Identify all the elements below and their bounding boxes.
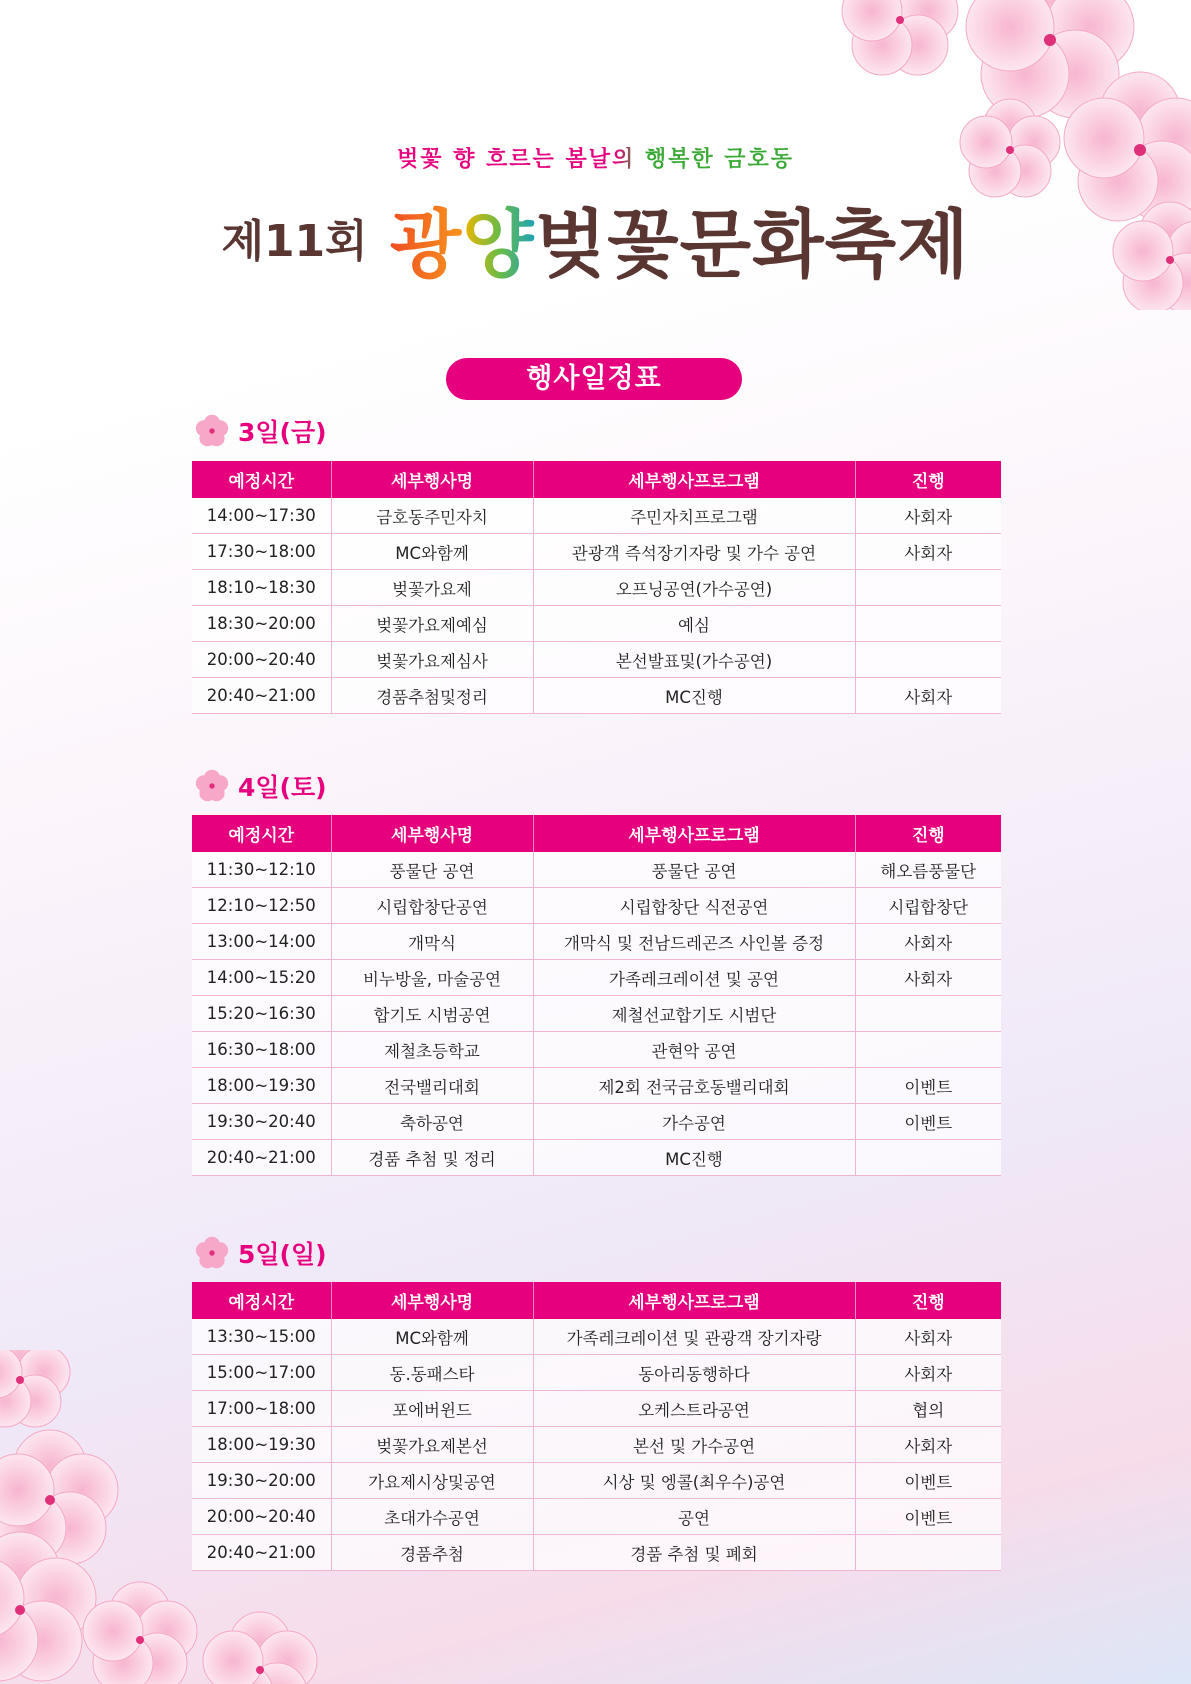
cell-time: 13:30~15:00 (192, 1319, 331, 1355)
cell-program: 개막식 및 전남드레곤즈 사인볼 증정 (533, 924, 855, 960)
cell-host (855, 642, 1001, 678)
cell-host (855, 1140, 1001, 1176)
col-header-event: 세부행사명 (331, 1282, 533, 1319)
table-row (192, 1427, 1001, 1463)
blossom-icon (194, 1235, 230, 1271)
table-row (192, 960, 1001, 996)
schedule-table-day-2 (192, 815, 1001, 1176)
table-row (192, 1032, 1001, 1068)
schedule-table-day-1 (192, 461, 1001, 714)
cell-host: 사회자 (855, 924, 1001, 960)
cell-host: 이벤트 (855, 1463, 1001, 1499)
title-place-char-1: 광 (389, 202, 463, 288)
cell-event-name: 합기도 시범공연 (331, 996, 533, 1032)
blossom-icon (194, 413, 230, 449)
cell-program: 경품 추첨 및 폐회 (533, 1535, 855, 1571)
col-header-program: 세부행사프로그램 (533, 1282, 855, 1319)
table-header-row (192, 1282, 1001, 1319)
cell-host: 사회자 (855, 1355, 1001, 1391)
cell-program: 동아리동행하다 (533, 1355, 855, 1391)
table-header-row (192, 815, 1001, 852)
cell-program: 오케스트라공연 (533, 1391, 855, 1427)
col-header-time: 예정시간 (192, 461, 331, 498)
cell-program: 풍물단 공연 (533, 852, 855, 888)
cell-event-name: MC와함께 (331, 1319, 533, 1355)
cell-host: 사회자 (855, 960, 1001, 996)
cell-time: 18:00~19:30 (192, 1427, 331, 1463)
cell-program: 공연 (533, 1499, 855, 1535)
schedule-table-day-3 (192, 1282, 1001, 1571)
cell-program: 제2회 전국금호동밸리대회 (533, 1068, 855, 1104)
table-row (192, 996, 1001, 1032)
table-row (192, 678, 1001, 714)
cell-host: 해오름풍물단 (855, 852, 1001, 888)
edition-label: 제11회 (221, 216, 368, 267)
cell-time: 20:00~20:40 (192, 642, 331, 678)
table-row (192, 534, 1001, 570)
cell-event-name: 시립합창단공연 (331, 888, 533, 924)
cell-time: 13:00~14:00 (192, 924, 331, 960)
cell-host: 시립합창단 (855, 888, 1001, 924)
col-header-host: 진행 (855, 1282, 1001, 1319)
cell-host (855, 996, 1001, 1032)
col-header-host: 진행 (855, 815, 1001, 852)
cell-event-name: 벚꽃가요제심사 (331, 642, 533, 678)
col-header-time: 예정시간 (192, 815, 331, 852)
cell-host (855, 570, 1001, 606)
table-row (192, 1140, 1001, 1176)
table-row (192, 924, 1001, 960)
cell-time: 20:40~21:00 (192, 678, 331, 714)
table-row (192, 570, 1001, 606)
cell-host: 협의 (855, 1391, 1001, 1427)
col-header-program: 세부행사프로그램 (533, 815, 855, 852)
cell-event-name: 벚꽃가요제예심 (331, 606, 533, 642)
cell-event-name: 경품 추첨 및 정리 (331, 1140, 533, 1176)
cell-time: 19:30~20:00 (192, 1463, 331, 1499)
cell-program: 예심 (533, 606, 855, 642)
col-header-host: 진행 (855, 461, 1001, 498)
cell-program: 시립합창단 식전공연 (533, 888, 855, 924)
cell-time: 14:00~17:30 (192, 498, 331, 534)
cell-program: 가수공연 (533, 1104, 855, 1140)
cell-event-name: 개막식 (331, 924, 533, 960)
cell-program: 오프닝공연(가수공연) (533, 570, 855, 606)
cell-program: 가족레크레이션 및 관광객 장기자랑 (533, 1319, 855, 1355)
cell-event-name: 경품추첨 (331, 1535, 533, 1571)
table-row (192, 1499, 1001, 1535)
cell-program: 본선발표및(가수공연) (533, 642, 855, 678)
cell-program: 제철선교합기도 시범단 (533, 996, 855, 1032)
table-row (192, 1463, 1001, 1499)
table-row (192, 606, 1001, 642)
cell-time: 17:00~18:00 (192, 1391, 331, 1427)
col-header-event: 세부행사명 (331, 815, 533, 852)
cell-host: 이벤트 (855, 1068, 1001, 1104)
day-label: 4일(토) (238, 773, 327, 802)
title-place-char-2: 양 (462, 202, 535, 288)
cell-program: 본선 및 가수공연 (533, 1427, 855, 1463)
cell-event-name: 초대가수공연 (331, 1499, 533, 1535)
cell-program: 가족레크레이션 및 공연 (533, 960, 855, 996)
cell-time: 20:40~21:00 (192, 1140, 331, 1176)
cell-program: MC진행 (533, 678, 855, 714)
day-label: 5일(일) (238, 1240, 327, 1269)
cell-event-name: 비누방울, 마술공연 (331, 960, 533, 996)
cell-time: 17:30~18:00 (192, 534, 331, 570)
col-header-time: 예정시간 (192, 1282, 331, 1319)
cell-time: 20:00~20:40 (192, 1499, 331, 1535)
festival-title (0, 186, 1191, 292)
cell-time: 16:30~18:00 (192, 1032, 331, 1068)
blossom-icon (194, 768, 230, 804)
cell-time: 15:00~17:00 (192, 1355, 331, 1391)
table-row (192, 1391, 1001, 1427)
cell-host: 사회자 (855, 1319, 1001, 1355)
cell-time: 18:30~20:00 (192, 606, 331, 642)
title-main: 벚꽃문화축제 (534, 202, 970, 288)
cell-host: 이벤트 (855, 1499, 1001, 1535)
table-row (192, 1535, 1001, 1571)
cell-time: 19:30~20:40 (192, 1104, 331, 1140)
cell-event-name: 벚꽃가요제본선 (331, 1427, 533, 1463)
table-row (192, 498, 1001, 534)
cell-event-name: 경품추첨및정리 (331, 678, 533, 714)
cell-time: 15:20~16:30 (192, 996, 331, 1032)
cell-time: 18:00~19:30 (192, 1068, 331, 1104)
cell-event-name: 동.동패스타 (331, 1355, 533, 1391)
cell-event-name: 가요제시상및공연 (331, 1463, 533, 1499)
cell-event-name: 포에버윈드 (331, 1391, 533, 1427)
day-heading-1 (194, 412, 327, 450)
day-heading-2 (194, 767, 327, 805)
day-label: 3일(금) (238, 418, 327, 447)
table-row (192, 888, 1001, 924)
cell-time: 18:10~18:30 (192, 570, 331, 606)
cell-program: 관광객 즉석장기자랑 및 가수 공연 (533, 534, 855, 570)
table-header-row (192, 461, 1001, 498)
table-row (192, 1319, 1001, 1355)
cell-host (855, 606, 1001, 642)
cell-time: 14:00~15:20 (192, 960, 331, 996)
day-heading-3 (194, 1234, 327, 1272)
cell-time: 12:10~12:50 (192, 888, 331, 924)
cell-event-name: 전국밸리대회 (331, 1068, 533, 1104)
cell-program: 관현악 공연 (533, 1032, 855, 1068)
cell-host (855, 1032, 1001, 1068)
cell-event-name: 금호동주민자치 (331, 498, 533, 534)
festival-subtitle (0, 142, 1191, 173)
subtitle-text: 벚꽃 향 흐르는 봄날의 행복한 금호동 (396, 147, 795, 172)
cell-time: 11:30~12:10 (192, 852, 331, 888)
cell-host: 사회자 (855, 1427, 1001, 1463)
table-row (192, 642, 1001, 678)
col-header-program: 세부행사프로그램 (533, 461, 855, 498)
cell-event-name: MC와함께 (331, 534, 533, 570)
cell-program: 시상 및 엥콜(최우수)공연 (533, 1463, 855, 1499)
table-row (192, 852, 1001, 888)
table-row (192, 1104, 1001, 1140)
cell-event-name: 풍물단 공연 (331, 852, 533, 888)
cell-host: 사회자 (855, 534, 1001, 570)
cell-host: 사회자 (855, 678, 1001, 714)
cell-time: 20:40~21:00 (192, 1535, 331, 1571)
table-row (192, 1355, 1001, 1391)
cell-program: 주민자치프로그램 (533, 498, 855, 534)
col-header-event: 세부행사명 (331, 461, 533, 498)
cell-host (855, 1535, 1001, 1571)
schedule-banner: 행사일정표 (446, 358, 742, 400)
table-row (192, 1068, 1001, 1104)
cell-event-name: 축하공연 (331, 1104, 533, 1140)
cell-event-name: 벚꽃가요제 (331, 570, 533, 606)
cell-host: 이벤트 (855, 1104, 1001, 1140)
cell-program: MC진행 (533, 1140, 855, 1176)
cell-host: 사회자 (855, 498, 1001, 534)
cell-event-name: 제철초등학교 (331, 1032, 533, 1068)
